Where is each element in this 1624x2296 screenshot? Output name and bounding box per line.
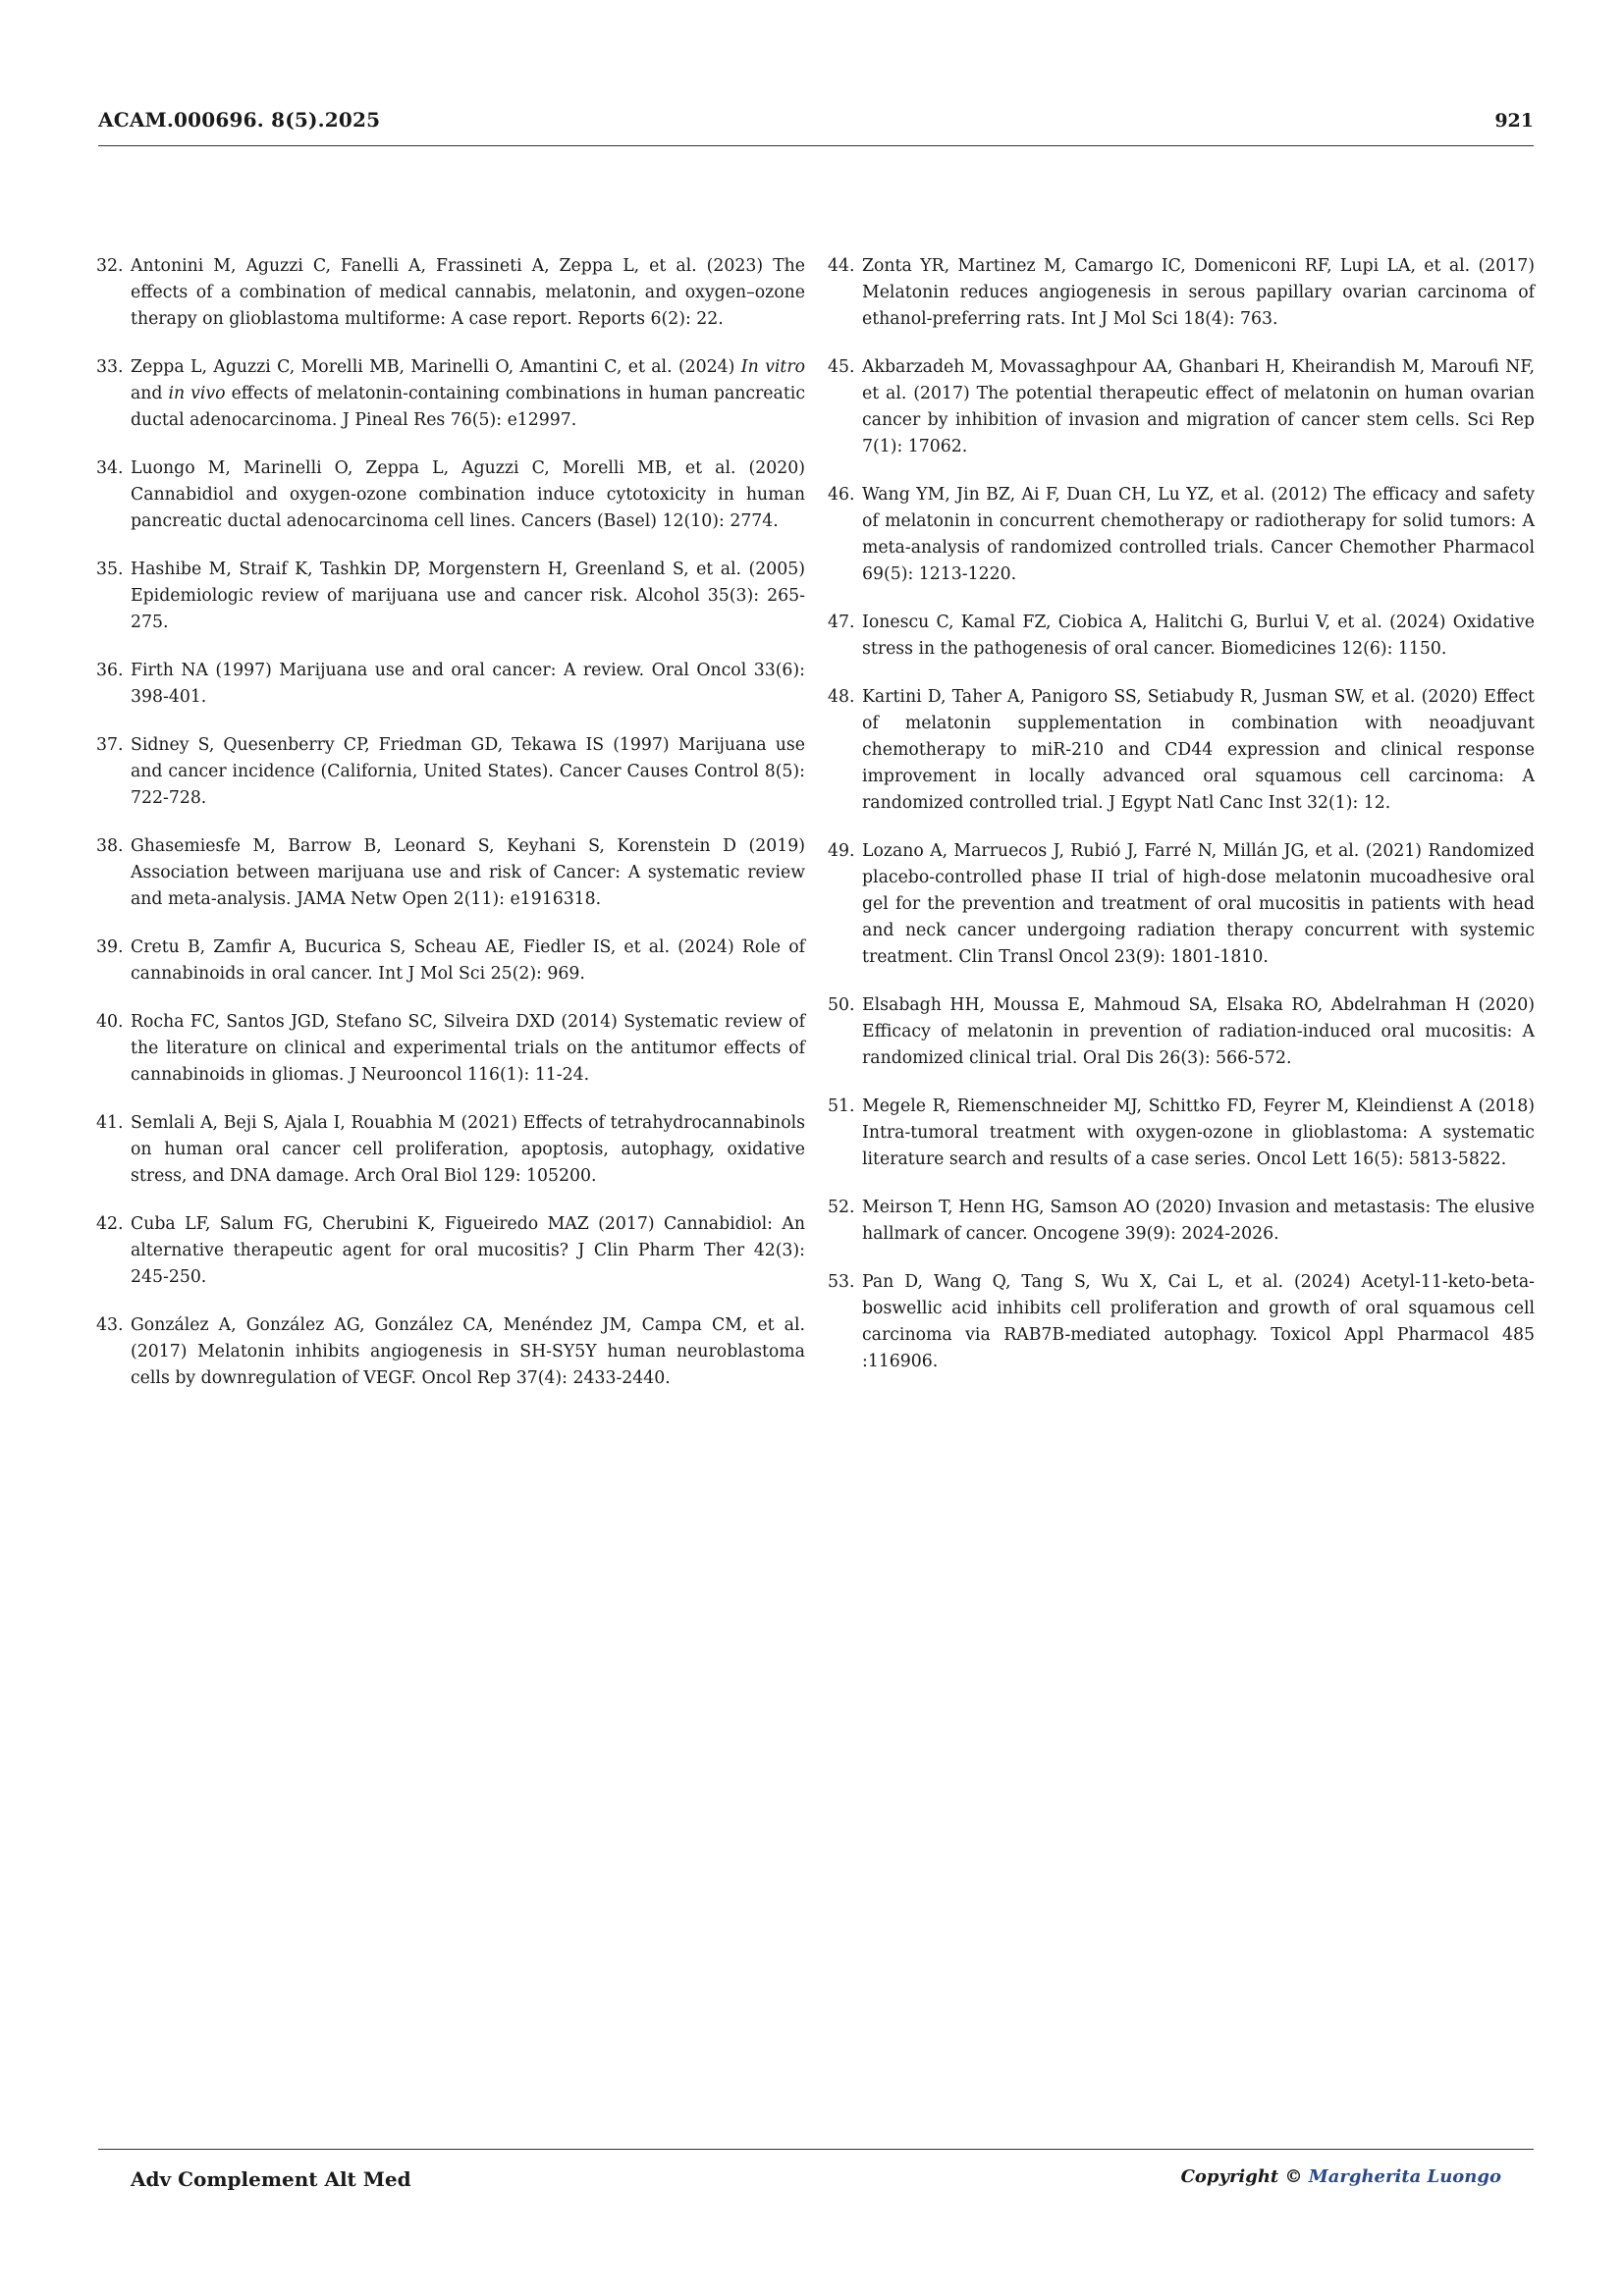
- reference-number: 51.: [828, 1096, 855, 1116]
- reference-text-part: and: [131, 384, 169, 403]
- copyright-author: Margherita Luongo: [1308, 2166, 1501, 2187]
- reference-text: Antonini M, Aguzzi C, Fanelli A, Frassineti A, Zeppa L, et al. (2023) The effects of a combination of medical cannabis, melatonin, and oxygen–ozone therapy on glioblastoma multiforme: A case report. Reports 6(2): 22.: [131, 256, 805, 329]
- reference-item: [828, 354, 1535, 460]
- reference-text: Cuba LF, Salum FG, Cherubini K, Figueiredo MAZ (2017) Cannabidiol: An alternative therapeutic agent for oral mucositis? J Clin Pharm Ther 42(3): 245-250.: [131, 1214, 805, 1287]
- reference-number: 45.: [828, 357, 855, 377]
- page-header: [98, 106, 1534, 145]
- reference-number: 50.: [828, 995, 855, 1015]
- reference-text: Ghasemiesfe M, Barrow B, Leonard S, Keyhani S, Korenstein D (2019) Association between marijuana use and risk of Cancer: A systematic review and meta-analysis. JAMA Netw Open 2(11): e1916318.: [131, 836, 805, 909]
- reference-item: [828, 1094, 1535, 1173]
- reference-item: [96, 934, 805, 988]
- reference-item: [828, 610, 1535, 663]
- reference-italic-term: In vitro: [740, 357, 805, 377]
- reference-text: Hashibe M, Straif K, Tashkin DP, Morgenstern H, Greenland S, et al. (2005) Epidemiologic review of marijuana use and cancer risk. Alcohol 35(3): 265-275.: [131, 560, 805, 632]
- reference-item: [828, 992, 1535, 1072]
- reference-item: [96, 1211, 805, 1291]
- reference-item: [828, 838, 1535, 971]
- reference-item: [96, 557, 805, 636]
- reference-text: González A, González AG, González CA, Menéndez JM, Campa CM, et al. (2017) Melatonin inhibits angiogenesis in SH-SY5Y human neuroblastoma cells by downregulation of VEGF. Oncol Rep 37(4): 2433-2440.: [131, 1315, 805, 1388]
- footer-rule: [98, 2149, 1534, 2150]
- reference-text: Megele R, Riemenschneider MJ, Schittko FD, Feyrer M, Kleindienst A (2018) Intra-tumoral treatment with oxygen-ozone in glioblastoma: A systematic literature search and results of a case series. Oncol Lett 16(5): 5813-5822.: [862, 1096, 1535, 1169]
- reference-text: Meirson T, Henn HG, Samson AO (2020) Invasion and metastasis: The elusive hallmark of cancer. Oncogene 39(9): 2024-2026.: [862, 1198, 1535, 1244]
- copyright-label: Copyright ©: [1180, 2166, 1303, 2187]
- reference-item: [828, 253, 1535, 333]
- reference-text: [131, 354, 805, 434]
- reference-number: 38.: [96, 836, 124, 856]
- reference-text-part: Zeppa L, Aguzzi C, Morelli MB, Marinelli O, Amantini C, et al. (2024): [131, 357, 741, 377]
- references-left-column: [96, 253, 805, 1414]
- reference-number: 36.: [96, 661, 124, 680]
- reference-number: 43.: [96, 1315, 124, 1335]
- reference-item: [96, 1312, 805, 1392]
- reference-text: Firth NA (1997) Marijuana use and oral cancer: A review. Oral Oncol 33(6): 398-401.: [131, 661, 805, 707]
- reference-number: 48.: [828, 687, 855, 707]
- references-right-column: [828, 253, 1535, 1397]
- footer-journal: Adv Complement Alt Med: [131, 2167, 411, 2191]
- reference-text: Wang YM, Jin BZ, Ai F, Duan CH, Lu YZ, et al. (2012) The efficacy and safety of melatonin in concurrent chemotherapy or radiotherapy for solid tumors: A meta-analysis of randomized controlled trials. Cancer Chemother Pharmacol 69(5): 1213-1220.: [862, 485, 1535, 584]
- reference-number: 42.: [96, 1214, 124, 1234]
- reference-item: [828, 482, 1535, 588]
- reference-text-part: effects of melatonin-containing combinations in human pancreatic ductal adenocarcinoma. J Pineal Res 76(5): e12997.: [131, 384, 805, 430]
- reference-number: 53.: [828, 1272, 855, 1292]
- reference-number: 33.: [96, 357, 124, 377]
- reference-number: 49.: [828, 841, 855, 861]
- reference-text: Sidney S, Quesenberry CP, Friedman GD, Tekawa IS (1997) Marijuana use and cancer incidence (California, United States). Cancer Causes Control 8(5): 722-728.: [131, 735, 805, 808]
- reference-text: Ionescu C, Kamal FZ, Ciobica A, Halitchi G, Burlui V, et al. (2024) Oxidative stress in the pathogenesis of oral cancer. Biomedicines 12(6): 1150.: [862, 613, 1535, 659]
- reference-number: 34.: [96, 458, 124, 478]
- reference-number: 35.: [96, 560, 124, 579]
- reference-number: 40.: [96, 1012, 124, 1032]
- reference-item: [96, 354, 805, 434]
- reference-item: [96, 1110, 805, 1190]
- header-rule: [98, 145, 1534, 146]
- reference-text: Luongo M, Marinelli O, Zeppa L, Aguzzi C, Morelli MB, et al. (2020) Cannabidiol and oxygen-ozone combination induce cytotoxicity in human pancreatic ductal adenocarcinoma cell lines. Cancers (Basel) 12(10): 2774.: [131, 458, 805, 531]
- reference-item: [96, 1009, 805, 1089]
- doc-id: ACAM.000696. 8(5).2025: [98, 108, 381, 132]
- footer-copyright: [1181, 2166, 1501, 2187]
- reference-number: 52.: [828, 1198, 855, 1217]
- reference-item: [96, 833, 805, 913]
- reference-text: Cretu B, Zamfir A, Bucurica S, Scheau AE, Fiedler IS, et al. (2024) Role of cannabinoids in oral cancer. Int J Mol Sci 25(2): 969.: [131, 937, 805, 984]
- reference-item: [828, 1269, 1535, 1375]
- reference-text: Pan D, Wang Q, Tang S, Wu X, Cai L, et al. (2024) Acetyl-11-keto-beta-boswellic acid inhibits cell proliferation and growth of oral squamous cell carcinoma via RAB7B-mediated autophagy. Toxicol Appl Pharmacol 485 :116906.: [862, 1272, 1535, 1371]
- reference-number: 41.: [96, 1113, 124, 1133]
- reference-number: 32.: [96, 256, 124, 276]
- reference-number: 44.: [828, 256, 855, 276]
- reference-text: Elsabagh HH, Moussa E, Mahmoud SA, Elsaka RO, Abdelrahman H (2020) Efficacy of melatonin in prevention of radiation-induced oral mucositis: A randomized clinical trial. Oral Dis 26(3): 566-572.: [862, 995, 1535, 1068]
- reference-item: [828, 684, 1535, 817]
- reference-text: Zonta YR, Martinez M, Camargo IC, Domeniconi RF, Lupi LA, et al. (2017) Melatonin reduces angiogenesis in serous papillary ovarian carcinoma of ethanol-preferring rats. Int J Mol Sci 18(4): 763.: [862, 256, 1535, 329]
- reference-text: Kartini D, Taher A, Panigoro SS, Setiabudy R, Jusman SW, et al. (2020) Effect of melatonin supplementation in combination with neoadjuvant chemotherapy to miR-210 and CD44 expression and clinical response improvement in locally advanced oral squamous cell carcinoma: A randomized controlled trial. J Egypt Natl Canc Inst 32(1): 12.: [862, 687, 1535, 813]
- reference-item: [96, 253, 805, 333]
- page-number: 921: [1494, 110, 1534, 132]
- reference-text: Akbarzadeh M, Movassaghpour AA, Ghanbari H, Kheirandish M, Maroufi NF, et al. (2017) The potential therapeutic effect of melatonin on human ovarian cancer by inhibition of invasion and migration of cancer stem cells. Sci Rep 7(1): 17062.: [862, 357, 1535, 456]
- reference-number: 37.: [96, 735, 124, 755]
- reference-text: Semlali A, Beji S, Ajala I, Rouabhia M (2021) Effects of tetrahydrocannabinols on human oral cancer cell proliferation, apoptosis, autophagy, oxidative stress, and DNA damage. Arch Oral Biol 129: 105200.: [131, 1113, 805, 1186]
- reference-number: 39.: [96, 937, 124, 957]
- reference-item: [96, 732, 805, 812]
- reference-italic-term: in vivo: [168, 384, 226, 403]
- reference-number: 46.: [828, 485, 855, 505]
- reference-text: Lozano A, Marruecos J, Rubió J, Farré N, Millán JG, et al. (2021) Randomized placebo-controlled phase II trial of high-dose melatonin mucoadhesive oral gel for the prevention and treatment of oral mucositis in patients with head and neck cancer undergoing radiation therapy concurrent with systemic treatment. Clin Transl Oncol 23(9): 1801-1810.: [862, 841, 1535, 967]
- reference-item: [96, 658, 805, 711]
- reference-item: [96, 455, 805, 535]
- reference-text: Rocha FC, Santos JGD, Stefano SC, Silveira DXD (2014) Systematic review of the literature on clinical and experimental trials on the antitumor effects of cannabinoids in gliomas. J Neurooncol 116(1): 11-24.: [131, 1012, 805, 1085]
- reference-item: [828, 1195, 1535, 1248]
- reference-number: 47.: [828, 613, 855, 632]
